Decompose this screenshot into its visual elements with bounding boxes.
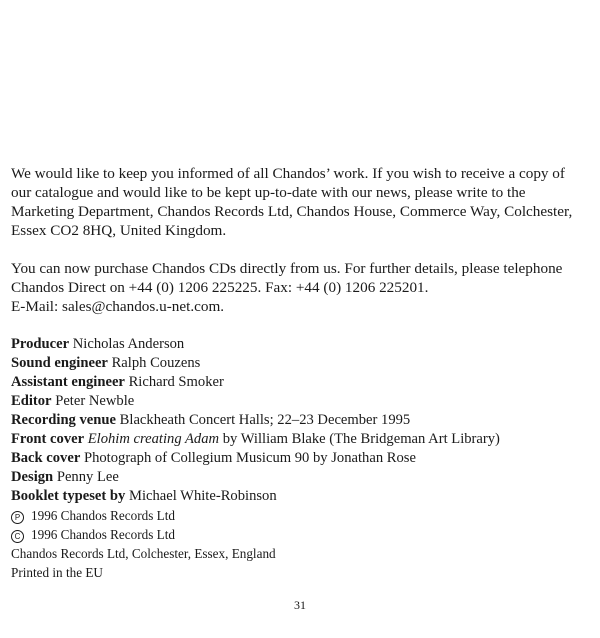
credit-value: Blackheath Concert Halls; 22–23 December 1995 <box>119 412 411 428</box>
phonogram-text: 1996 Chandos Records Ltd <box>31 508 175 523</box>
credit-recording-venue <box>11 411 597 430</box>
credit-booklet-typeset <box>11 487 597 506</box>
credit-label: Booklet typeset by <box>11 488 126 504</box>
credit-value: Michael White-Robinson <box>128 488 277 504</box>
intro-line: Essex CO2 8HQ, United Kingdom. <box>11 222 227 239</box>
credit-label: Producer <box>11 336 70 352</box>
artwork-title: Elohim creating Adam <box>87 431 220 447</box>
intro-line: We would like to keep you informed of all Chandos’ work. If you wish to receive a copy of <box>11 165 565 182</box>
credit-label: Assistant engineer <box>11 374 125 390</box>
intro-line: our catalogue and would like to be kept up-to-date with our news, please write to the <box>11 184 526 201</box>
printed-in: Printed in the EU <box>11 565 103 580</box>
credit-label: Editor <box>11 393 52 409</box>
purchase-email-line: E-Mail: sales@chandos.u-net.com. <box>11 298 225 315</box>
copyright-line <box>11 525 597 544</box>
credits-list <box>11 335 597 582</box>
copyright-symbol-icon: C <box>11 530 24 543</box>
credit-back-cover <box>11 449 597 468</box>
credit-value: Ralph Couzens <box>111 355 201 371</box>
credit-value: by William Blake (The Bridgeman Art Library) <box>222 431 500 447</box>
purchase-paragraph <box>11 259 597 316</box>
credit-label: Back cover <box>11 450 81 466</box>
credit-editor <box>11 392 597 411</box>
intro-paragraph <box>11 164 597 240</box>
phonogram-copyright-line <box>11 506 597 525</box>
credit-value: Peter Newble <box>55 393 135 409</box>
credit-producer <box>11 335 597 354</box>
page-number: 31 <box>294 598 306 612</box>
copyright-text: 1996 Chandos Records Ltd <box>31 527 175 542</box>
purchase-line: Chandos Direct on +44 (0) 1206 225225. Fax: +44 (0) 1206 225201. <box>11 279 429 296</box>
intro-line: Marketing Department, Chandos Records Ltd, Chandos House, Commerce Way, Colchester, <box>11 203 573 220</box>
credit-label: Sound engineer <box>11 355 108 371</box>
credit-assistant-engineer <box>11 373 597 392</box>
credit-design <box>11 468 597 487</box>
credit-label: Design <box>11 469 54 485</box>
credit-value: Penny Lee <box>56 469 119 485</box>
credit-value: Nicholas Anderson <box>72 336 185 352</box>
company-address: Chandos Records Ltd, Colchester, Essex, England <box>11 546 276 561</box>
credit-label: Recording venue <box>11 412 116 428</box>
credit-sound-engineer <box>11 354 597 373</box>
purchase-line: You can now purchase Chandos CDs directly from us. For further details, please telephone <box>11 260 563 277</box>
credit-value: Photograph of Collegium Musicum 90 by Jonathan Rose <box>83 450 416 466</box>
booklet-page <box>11 164 597 582</box>
phonogram-symbol-icon: P <box>11 511 24 524</box>
credit-front-cover <box>11 430 597 449</box>
credit-value: Richard Smoker <box>128 374 224 390</box>
credit-label: Front cover <box>11 431 85 447</box>
